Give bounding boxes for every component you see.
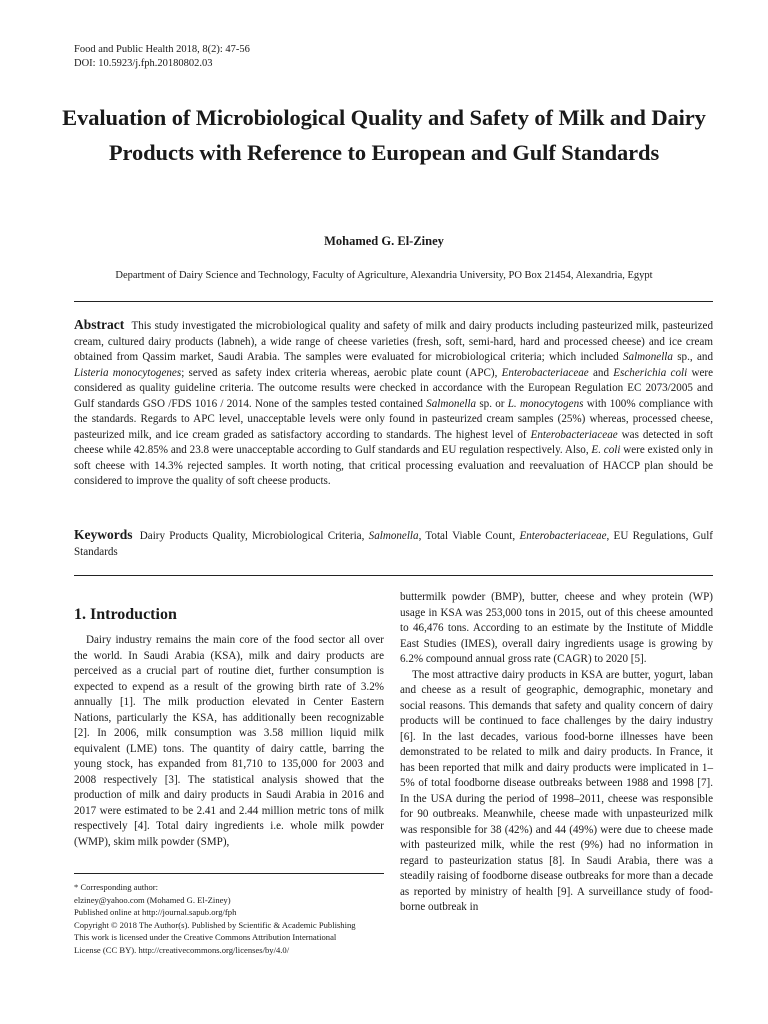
keywords-text: , EU Regulations, Gulf Standards <box>74 530 713 558</box>
author-name: Mohamed G. El-Ziney <box>324 234 444 248</box>
footnotes <box>74 881 386 956</box>
doi: DOI: 10.5923/j.fph.20180802.03 <box>74 58 213 69</box>
abstract-italic: E. coli <box>591 444 621 456</box>
abstract-text: with 100% compliance with the standards. Regards to APC level, unacceptable levels were only found in pasteurized cream samples (25%) whereas, processed cheese, pasteurized milk, and ice cream graded as satisfactory according to standards. The highest level of <box>74 397 713 441</box>
abstract-text: were considered as quality guideline criteria. The outcome results were checked in accordance with the European Regulation EC 2073/2005 and Gulf standards GSO /FDS 1016 / 2014. None of the samples tested contained <box>74 366 713 410</box>
abstract-text: and <box>588 366 614 379</box>
keywords-text: Dairy Products Quality, Microbiological Criteria, <box>139 530 369 542</box>
abstract-text: ; served as safety index criteria whereas, aerobic plate count (APC), <box>181 366 502 379</box>
footnote-line: Published online at http://journal.sapub.org/fph <box>74 907 237 917</box>
footnote-line: License (CC BY). http://creativecommons.org/licenses/by/4.0/ <box>74 944 290 955</box>
keywords-text: , Total Viable Count, <box>418 530 520 542</box>
abstract-text: were existed only in soft cheese with 14.3% rejected samples. It worth noting, that critical processing evaluation and reevaluation of HACCP plan should be considered to improve the quality of soft cheese products. <box>74 444 713 487</box>
keywords-italic: Salmonella <box>368 530 419 542</box>
abstract-italic: Salmonella <box>622 351 673 363</box>
divider-top <box>74 301 713 302</box>
abstract-heading: Abstract <box>74 317 125 332</box>
affiliation: Department of Dairy Science and Technology, Faculty of Agriculture, Alexandria University, PO Box 21454, Alexandria, Egypt <box>115 270 653 281</box>
paragraph: The most attractive dairy products in KSA are butter, yogurt, laban and cheese as a result of geographic, demographic, monetary and social reasons. This demands that safety and quality concern of dairy products will be continued to face challenges by the dairy industry [6]. In the last decades, various food-borne illnesses have been demonstrated to be related to milk and dairy products. In France, it has been reported that milk and dairy products were implicated in 1–5% of total foodborne disease outbreaks between 1988 and 1998 [7]. In the USA during the period of 1998–2011, cheese was responsible for 90 outbreaks. Meanwhile, cheese made with unpasteurized milk was responsible for 38 (42%) and 44 (49%) were due to cheese made with pasteurized milk, while the rest (9%) had no information in regard to pasteurization status [8]. In Saudi Arabia, there was a steadily raising of foodborne disease outbreaks for more than a decade as reported by ministry of health [9]. A surveillance study of food-borne outbreak in <box>400 668 713 913</box>
journal-citation: Food and Public Health 2018, 8(2): 47-56 <box>74 44 250 55</box>
section-heading: 1. Introduction <box>74 606 177 623</box>
abstract <box>74 317 713 490</box>
abstract-text: sp. or <box>476 397 508 410</box>
footnote-line: * Corresponding author: <box>74 882 159 892</box>
abstract-text: This study investigated the microbiological quality and safety of milk and dairy products including pasteurized milk, pasteurized cream, cultured dairy products (labneh), a wide range of cheese varieties (fresh, soft, semi-hard, hard and processed cheese) and ice cream obtained from Qassim market, Saudi Arabia. The samples were evaluated for microbiological criteria; which included <box>74 320 713 363</box>
footnote-line: Copyright © 2018 The Author(s). Published by Scientific & Academic Publishing <box>74 919 356 930</box>
paper-title: Evaluation of Microbiological Quality and Safety of Milk and Dairy Products with Reference to European and Gulf Standards <box>62 105 706 165</box>
footnote-line: elziney@yahoo.com (Mohamed G. El-Ziney) <box>74 894 231 905</box>
abstract-italic: L. monocytogens <box>507 397 584 410</box>
abstract-italic: Enterobacteriaceae <box>530 428 618 441</box>
footnote-line: This work is licensed under the Creative Commons Attribution International <box>74 932 337 942</box>
abstract-italic: Salmonella <box>426 397 477 410</box>
footnote-divider <box>74 873 384 874</box>
abstract-italic: Escherichia coli <box>613 366 688 379</box>
divider-bottom <box>74 575 713 576</box>
keywords-heading: Keywords <box>74 527 133 542</box>
paragraph: buttermilk powder (BMP), butter, cheese and whey protein (WP) usage in KSA was 253,000 tons in 2015, out of this cheese amounted to 46,476 tons. According to an estimate by the Institute of Middle East Studies (IMES), overall dairy ingredients usage is growing by 6.2% compound annual gross rate (CAGR) to 2020 [5]. <box>400 591 713 665</box>
intro-left-column <box>74 633 384 850</box>
abstract-italic: Listeria monocytogenes <box>74 366 182 379</box>
keywords <box>74 527 713 560</box>
paragraph: Dairy industry remains the main core of the food sector all over the world. In Saudi Arabia (KSA), milk and dairy products are perceived as a crucial part of routine diet, further consumption is expected to expend as a result of the growing birth rate of 3.2% annually [1]. The milk production elevated in Center Eastern Nations, particularly the KSA, has additionally been recognizable [2]. In 2006, milk consumption was 3.58 million liquid milk equivalent (LME) tons. The quantity of dairy cattle, barring the young stock, has expanded from 81,710 to 135,000 for 2003 and 2008 respectively [3]. The statistical analysis showed that the production of milk and dairy products in Saudi Arabia in 2016 and 2017 were estimated to be 2.41 and 2.44 million metric tons of milk respectively [4]. Total dairy ingredients i.e. whole milk powder (WMP), skim milk powder (SMP), <box>74 634 384 848</box>
intro-right-column <box>400 590 713 916</box>
keywords-italic: Enterobacteriaceae <box>519 530 607 542</box>
abstract-text: sp., and <box>672 351 713 363</box>
abstract-italic: Enterobacteriaceae <box>501 366 589 379</box>
abstract-text: was detected in soft cheese while 42.85% and 23.8 were unacceptable according to Gulf standards and EU regulation respectively. Also, <box>74 428 713 456</box>
